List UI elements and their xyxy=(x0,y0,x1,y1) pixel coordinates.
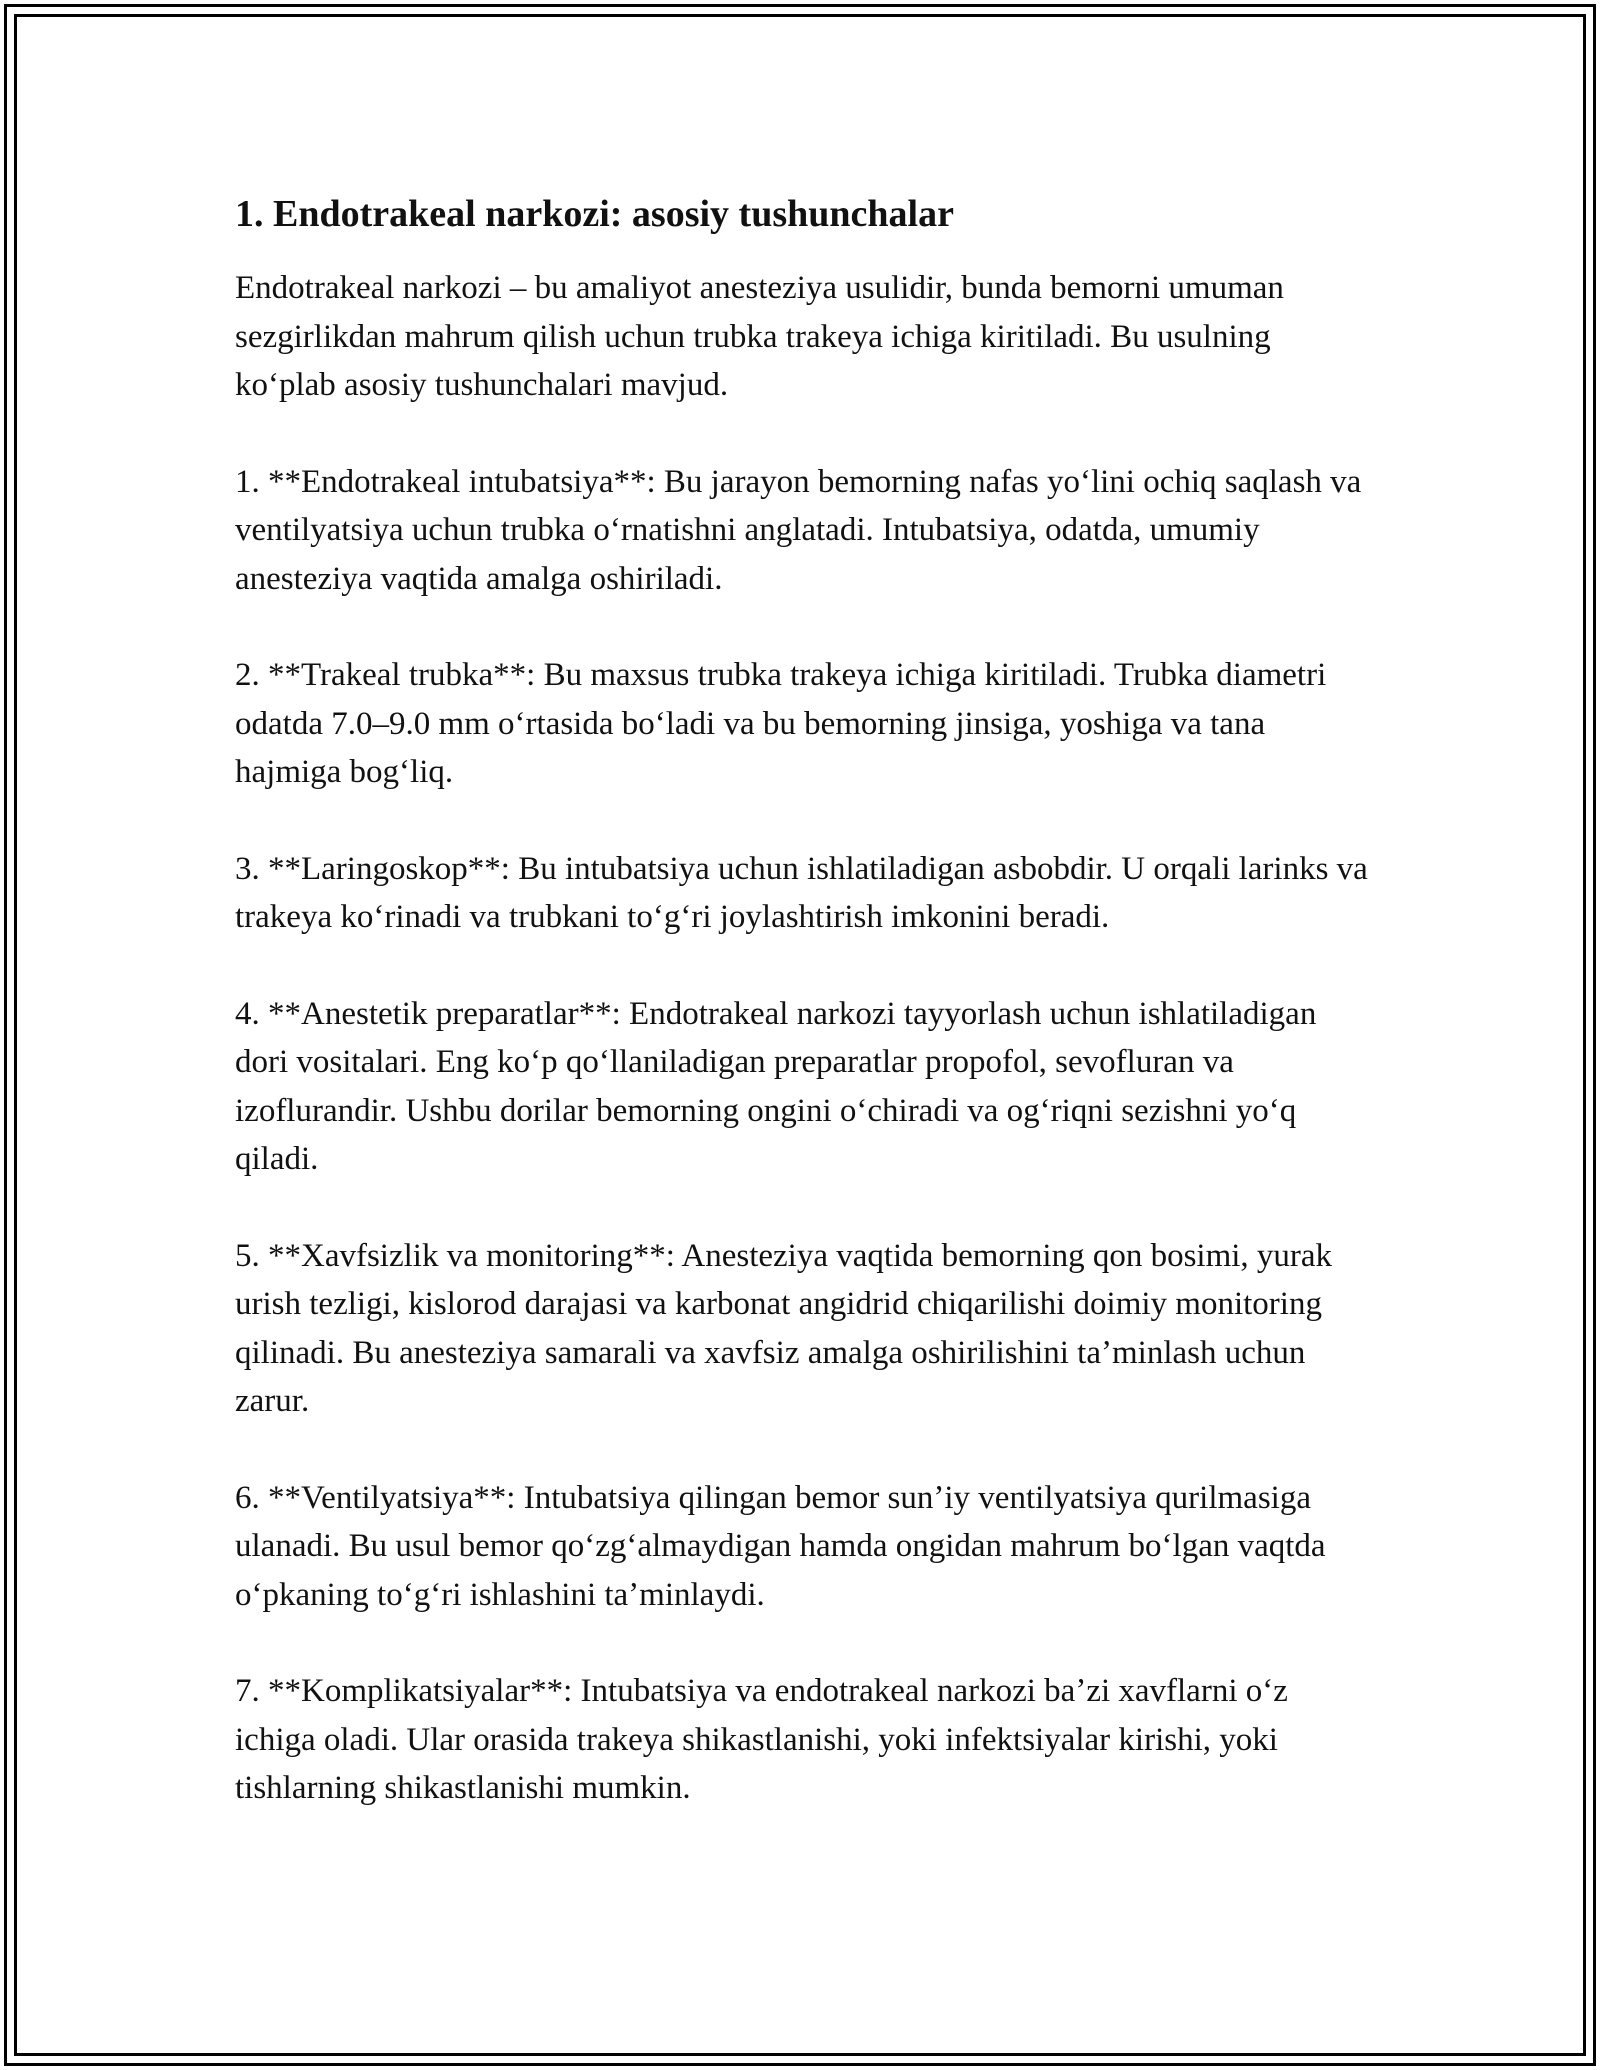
document-title: 1. Endotrakeal narkozi: asosiy tushunchalar xyxy=(235,193,954,235)
list-item-laryngoscope: 3. **Laringoskop**: Bu intubatsiya uchun ishlatiladigan asbobdir. U orqali larinks va trakeya koʻrinadi va trubkani toʻgʻri joylashtirish imkonini beradi. xyxy=(235,850,1368,935)
list-item-complications: 7. **Komplikatsiyalar**: Intubatsiya va endotrakeal narkozi baʼzi xavflarni oʻz ichiga oladi. Ular orasida trakeya shikastlanishi, yoki infektsiyalar kirishi, yoki tishlarning shikastlanishi mumkin. xyxy=(235,1673,1288,1806)
intro-paragraph: Endotrakeal narkozi – bu amaliyot anesteziya usulidir, bunda bemorni umuman sezgirlikdan mahrum qilish uchun trubka trakeya ichiga kiritiladi. Bu usulning koʻplab asosiy tushunchalari mavjud. xyxy=(235,270,1284,403)
list-item-safety-monitoring: 5. **Xavfsizlik va monitoring**: Anesteziya vaqtida bemorning qon bosimi, yurak urish tezligi, kislorod darajasi va karbonat angidrid chiqarilishi doimiy monitoring qilinadi. Bu anesteziya samarali va xavfsiz amalga oshirilishini taʼminlash uchun zarur. xyxy=(235,1237,1333,1419)
list-item-ventilation: 6. **Ventilyatsiya**: Intubatsiya qilingan bemor sunʼiy ventilyatsiya qurilmasiga ulanadi. Bu usul bemor qoʻzgʻalmaydigan hamda ongidan mahrum boʻlgan vaqtda oʻpkaning toʻgʻri ishlashini taʼminlaydi. xyxy=(235,1479,1326,1613)
list-item-tracheal-tube: 2. **Trakeal trubka**: Bu maxsus trubka trakeya ichiga kiritiladi. Trubka diametri odatda 7.0–9.0 mm oʻrtasida boʻladi va bu bemorning jinsiga, yoshiga va tana hajmiga bogʻliq. xyxy=(235,657,1327,790)
document-body xyxy=(235,186,1375,1861)
list-item-endotracheal-intubation: 1. **Endotrakeal intubatsiya**: Bu jarayon bemorning nafas yoʻlini ochiq saqlash va ventilyatsiya uchun trubka oʻrnatishni anglatadi. Intubatsiya, odatda, umumiy anesteziya vaqtida amalga oshiriladi. xyxy=(235,463,1362,597)
list-item-anesthetic-drugs: 4. **Anestetik preparatlar**: Endotrakeal narkozi tayyorlash uchun ishlatiladigan dori vositalari. Eng koʻp qoʻllaniladigan preparatlar propofol, sevofluran va izoflurandir. Ushbu dorilar bemorning ongini oʻchiradi va ogʻriqni sezishni yoʻq qiladi. xyxy=(235,995,1317,1177)
